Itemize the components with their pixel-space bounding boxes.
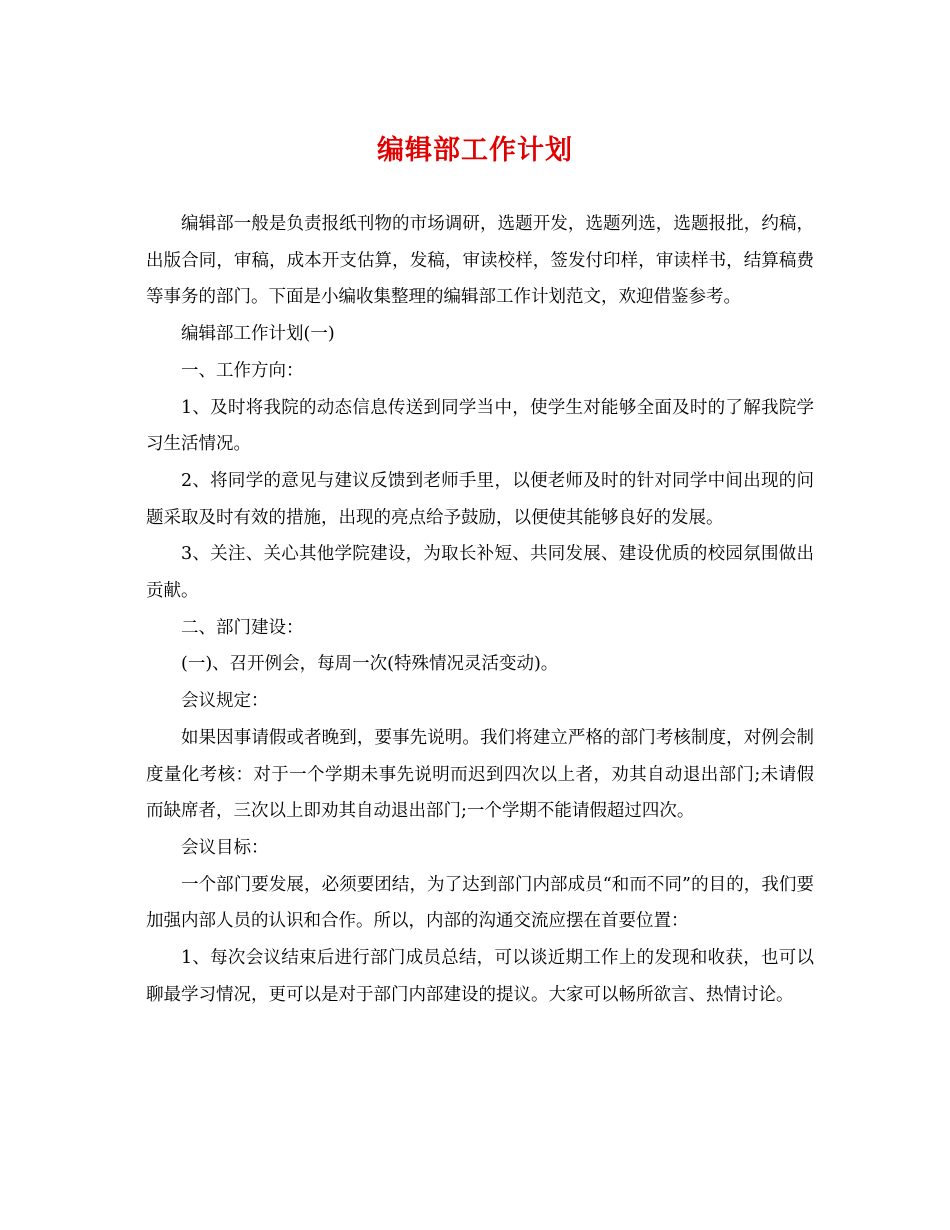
paragraph-intro: 编辑部一般是负责报纸刊物的市场调研，选题开发，选题列选，选题报批，约稿，出版合同，审稿，成本开支估算，发稿，审读校样，签发付印样，审读样书，结算稿费等事务的部门。下面是小编收集整理的编辑部工作计划范文，欢迎借鉴参考。 bbox=[146, 214, 814, 308]
paragraph-meeting-goals-heading: 会议目标： bbox=[181, 837, 269, 858]
paragraph-meeting-goals: 一个部门要发展，必须要团结，为了达到部门内部成员“和而不同”的目的，我们要加强内部人员的认识和合作。所以，内部的沟通交流应摆在首要位置： bbox=[146, 874, 814, 932]
paragraph-weekly-meeting: (一)、召开例会，每周一次(特殊情况灵活变动)。 bbox=[181, 654, 559, 675]
document-title: 编辑部工作计划 bbox=[377, 135, 573, 166]
paragraph-work-direction-1: 1、及时将我院的动态信息传送到同学当中，使学生对能够全面及时的了解我院学习生活情况。 bbox=[146, 397, 814, 455]
paragraph-meeting-rules: 如果因事请假或者晚到，要事先说明。我们将建立严格的部门考核制度，对例会制度量化考核：对于一个学期未事先说明而迟到四次以上者，劝其自动退出部门;未请假而缺席者，三次以上即劝其自动退出部门;一个学期不能请假超过四次。 bbox=[146, 727, 814, 822]
paragraph-dept-building-heading: 二、部门建设： bbox=[181, 617, 304, 638]
paragraph-section-heading: 编辑部工作计划(一) bbox=[181, 324, 335, 345]
document-body bbox=[146, 206, 814, 1013]
paragraph-work-direction-3: 3、关注、关心其他学院建设，为取长补短、共同发展、建设优质的校园氛围做出贡献。 bbox=[146, 544, 814, 602]
paragraph-work-direction-2: 2、将同学的意见与建议反馈到老师手里，以便老师及时的针对同学中间出现的问题采取及时有效的措施，出现的亮点给予鼓励，以便使其能够良好的发展。 bbox=[146, 470, 814, 528]
paragraph-work-direction-heading: 一、工作方向： bbox=[181, 360, 304, 381]
paragraph-meeting-goals-1: 1、每次会议结束后进行部门成员总结，可以谈近期工作上的发现和收获，也可以聊最学习情况，更可以是对于部门内部建设的提议。大家可以畅所欲言、热情讨论。 bbox=[146, 948, 814, 1005]
paragraph-meeting-rules-heading: 会议规定： bbox=[181, 691, 269, 712]
